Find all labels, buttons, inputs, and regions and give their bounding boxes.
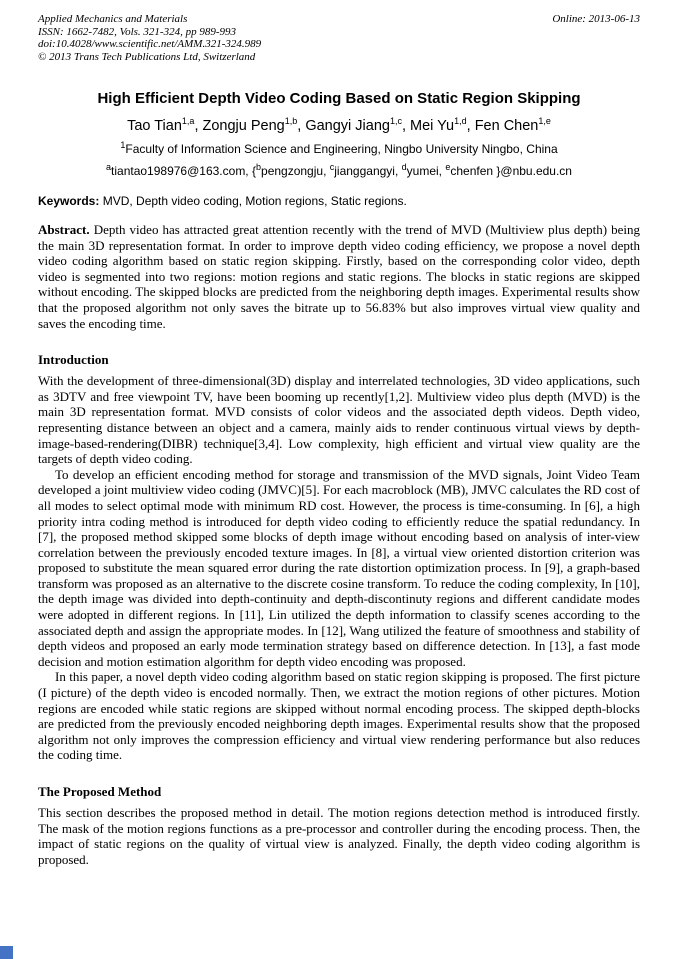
author-line <box>38 117 640 136</box>
email-text: chenfen }@nbu.edu.cn <box>450 164 572 178</box>
author-name: Mei Yu <box>410 118 455 134</box>
author-affiliation-mark: 1,a <box>181 116 195 127</box>
author-affiliation-mark: 1,e <box>538 116 551 127</box>
abstract-label: Abstract. <box>38 222 90 237</box>
paragraph: With the development of three-dimensional(3D) display and interrelated technologies, 3D video applications, such as 3DTV and free viewpoint TV, have been booming up recently[1,2]. Multiview video plus depth (MVD) is the main 3D representation format. MVD consists of color videos and the associated depth videos. Depth video, representing distance between an object and a camera, mainly aids to render continuous virtual views by depth-image-based-rendering(DIBR) technique[3,4]. Low complexity, high efficient and virtual view quality are the targets of depth video coding. <box>38 373 640 467</box>
email-sup: d <box>401 162 407 172</box>
author-name: Fen Chen <box>474 118 539 134</box>
author-affiliation-mark: 1,d <box>454 116 467 127</box>
issn-line: ISSN: 1662-7482, Vols. 321-324, pp 989-993 <box>38 25 236 38</box>
abstract-text: Depth video has attracted great attention recently with the trend of MVD (Multiview plus depth) being the main 3D representation format. In order to improve depth video coding efficiency, we propose a novel depth video coding algorithm based on static region skipping. Firstly, based on the corresponding color video, depth video is segmented into two regions: motion regions and static regions. The blocks in static regions are skipped without encoding. The skipped blocks are predicted from the neighboring depth images. Experimental results show that the proposed algorithm not only saves the bitrate up to 56.83% but also improves virtual view quality and saves the encoding time. <box>38 222 640 331</box>
paragraph: To develop an efficient encoding method for storage and transmission of the MVD signals, Joint Video Team developed a joint multiview video coding (JMVC)[5]. For each macroblock (MB), JMVC calculates the RD cost of all modes to select optimal mode with minimum RD cost. However, the process is time-consuming. In [6], a high priority intra coding method is introduced for depth video coding to efficiently reduce the spatial redundancy. In [7], the proposed method skipped some blocks of depth image without encoding based on analysis of inter-view correlation between the previously encoded texture images. In [8], a virtual view oriented distortion criterion was proposed to substitute the mean squared error during the rate distortion optimization process. In [9], a graph-based transform was proposed as an alternative to the discrete cosine transform. To reduce the coding complexity, In [10], the depth image was divided into depth-continuity and depth-discontinuty regions and different candidate modes were adopted in different regions. In [11], Lin utilized the depth information to classify scenes according to the associated depth and assign the appropriate modes. In [12], Wang utilized the feature of smoothness and stability of depth videos and proposed an early mode termination strategy based on difference detection. In [13], a fast mode decision and motion estimation algorithm for depth video encoding was proposed. <box>38 466 640 669</box>
email-sup: b <box>256 162 262 172</box>
copyright-line: © 2013 Trans Tech Publications Ltd, Switzerland <box>38 50 256 63</box>
author <box>203 118 306 134</box>
author <box>410 118 475 134</box>
author <box>305 118 410 134</box>
email-text: jianggangyi, <box>334 164 402 178</box>
journal-header <box>38 13 640 63</box>
paper-title: High Efficient Depth Video Coding Based on Static Region Skipping <box>97 90 581 107</box>
keywords-text: MVD, Depth video coding, Motion regions, Static regions. <box>99 194 407 208</box>
author <box>127 118 202 134</box>
author <box>475 118 551 134</box>
author-name: Gangyi Jiang <box>305 118 390 134</box>
email-sup: a <box>106 162 112 172</box>
email-line <box>38 164 640 179</box>
introduction-section <box>38 373 640 763</box>
section-heading-introduction: Introduction <box>38 352 109 368</box>
email-text: yumei, <box>406 164 446 178</box>
section-heading-proposed-method: The Proposed Method <box>38 784 162 799</box>
paragraph: This section describes the proposed method in detail. The motion regions detection method is introduced firstly. The mask of the motion regions functions as a pre-processor and controller during the encoding process. Then, the impact of static regions on the quality of virtual view is analyzed. Finally, the depth video coding algorithm is proposed. <box>38 805 640 867</box>
affiliation-line <box>38 142 640 157</box>
author-affiliation-mark: 1,b <box>284 116 298 127</box>
email-sup: c <box>329 162 335 172</box>
author-separator: , <box>297 118 306 134</box>
journal-name: Applied Mechanics and Materials <box>38 13 188 25</box>
doi-line: doi:10.4028/www.scientific.net/AMM.321-324.989 <box>38 38 262 50</box>
affiliation-mark: 1 <box>120 140 126 150</box>
email-sup: e <box>445 162 451 172</box>
abstract <box>38 222 640 331</box>
journal-header-left <box>38 13 261 63</box>
email-text: pengzongju, <box>261 164 330 178</box>
author-name: Tao Tian <box>127 118 182 134</box>
keywords-line <box>38 194 640 209</box>
author-separator: , <box>466 118 475 134</box>
proposed-method-section <box>38 805 640 867</box>
author-name: Zongju Peng <box>202 118 285 134</box>
online-date: Online: 2013-06-13 <box>552 13 640 25</box>
author-separator: , <box>401 118 411 134</box>
affiliation-text: Faculty of Information Science and Engineering, Ningbo University Ningbo, China <box>125 142 558 156</box>
author-affiliation-mark: 1,c <box>389 116 402 127</box>
author-separator: , <box>194 118 203 134</box>
page-corner-marker <box>0 946 13 959</box>
email-text: tiantao198976@163.com, { <box>111 164 256 178</box>
keywords-label: Keywords: <box>38 194 100 208</box>
paragraph: In this paper, a novel depth video coding algorithm based on static region skipping is proposed. The first picture (I picture) of the depth video is encoded normally. Then, we extract the motion regions of other pictures. Motion regions are encoded while static regions are skipped without normal encoding process. The skipped depth-blocks are predicted from the previously encoded neighboring depth images. Experimental results show that the proposed algorithm not only improves the compression efficiency and virtual view rendering performance but also reduces the coding time. <box>38 669 640 763</box>
